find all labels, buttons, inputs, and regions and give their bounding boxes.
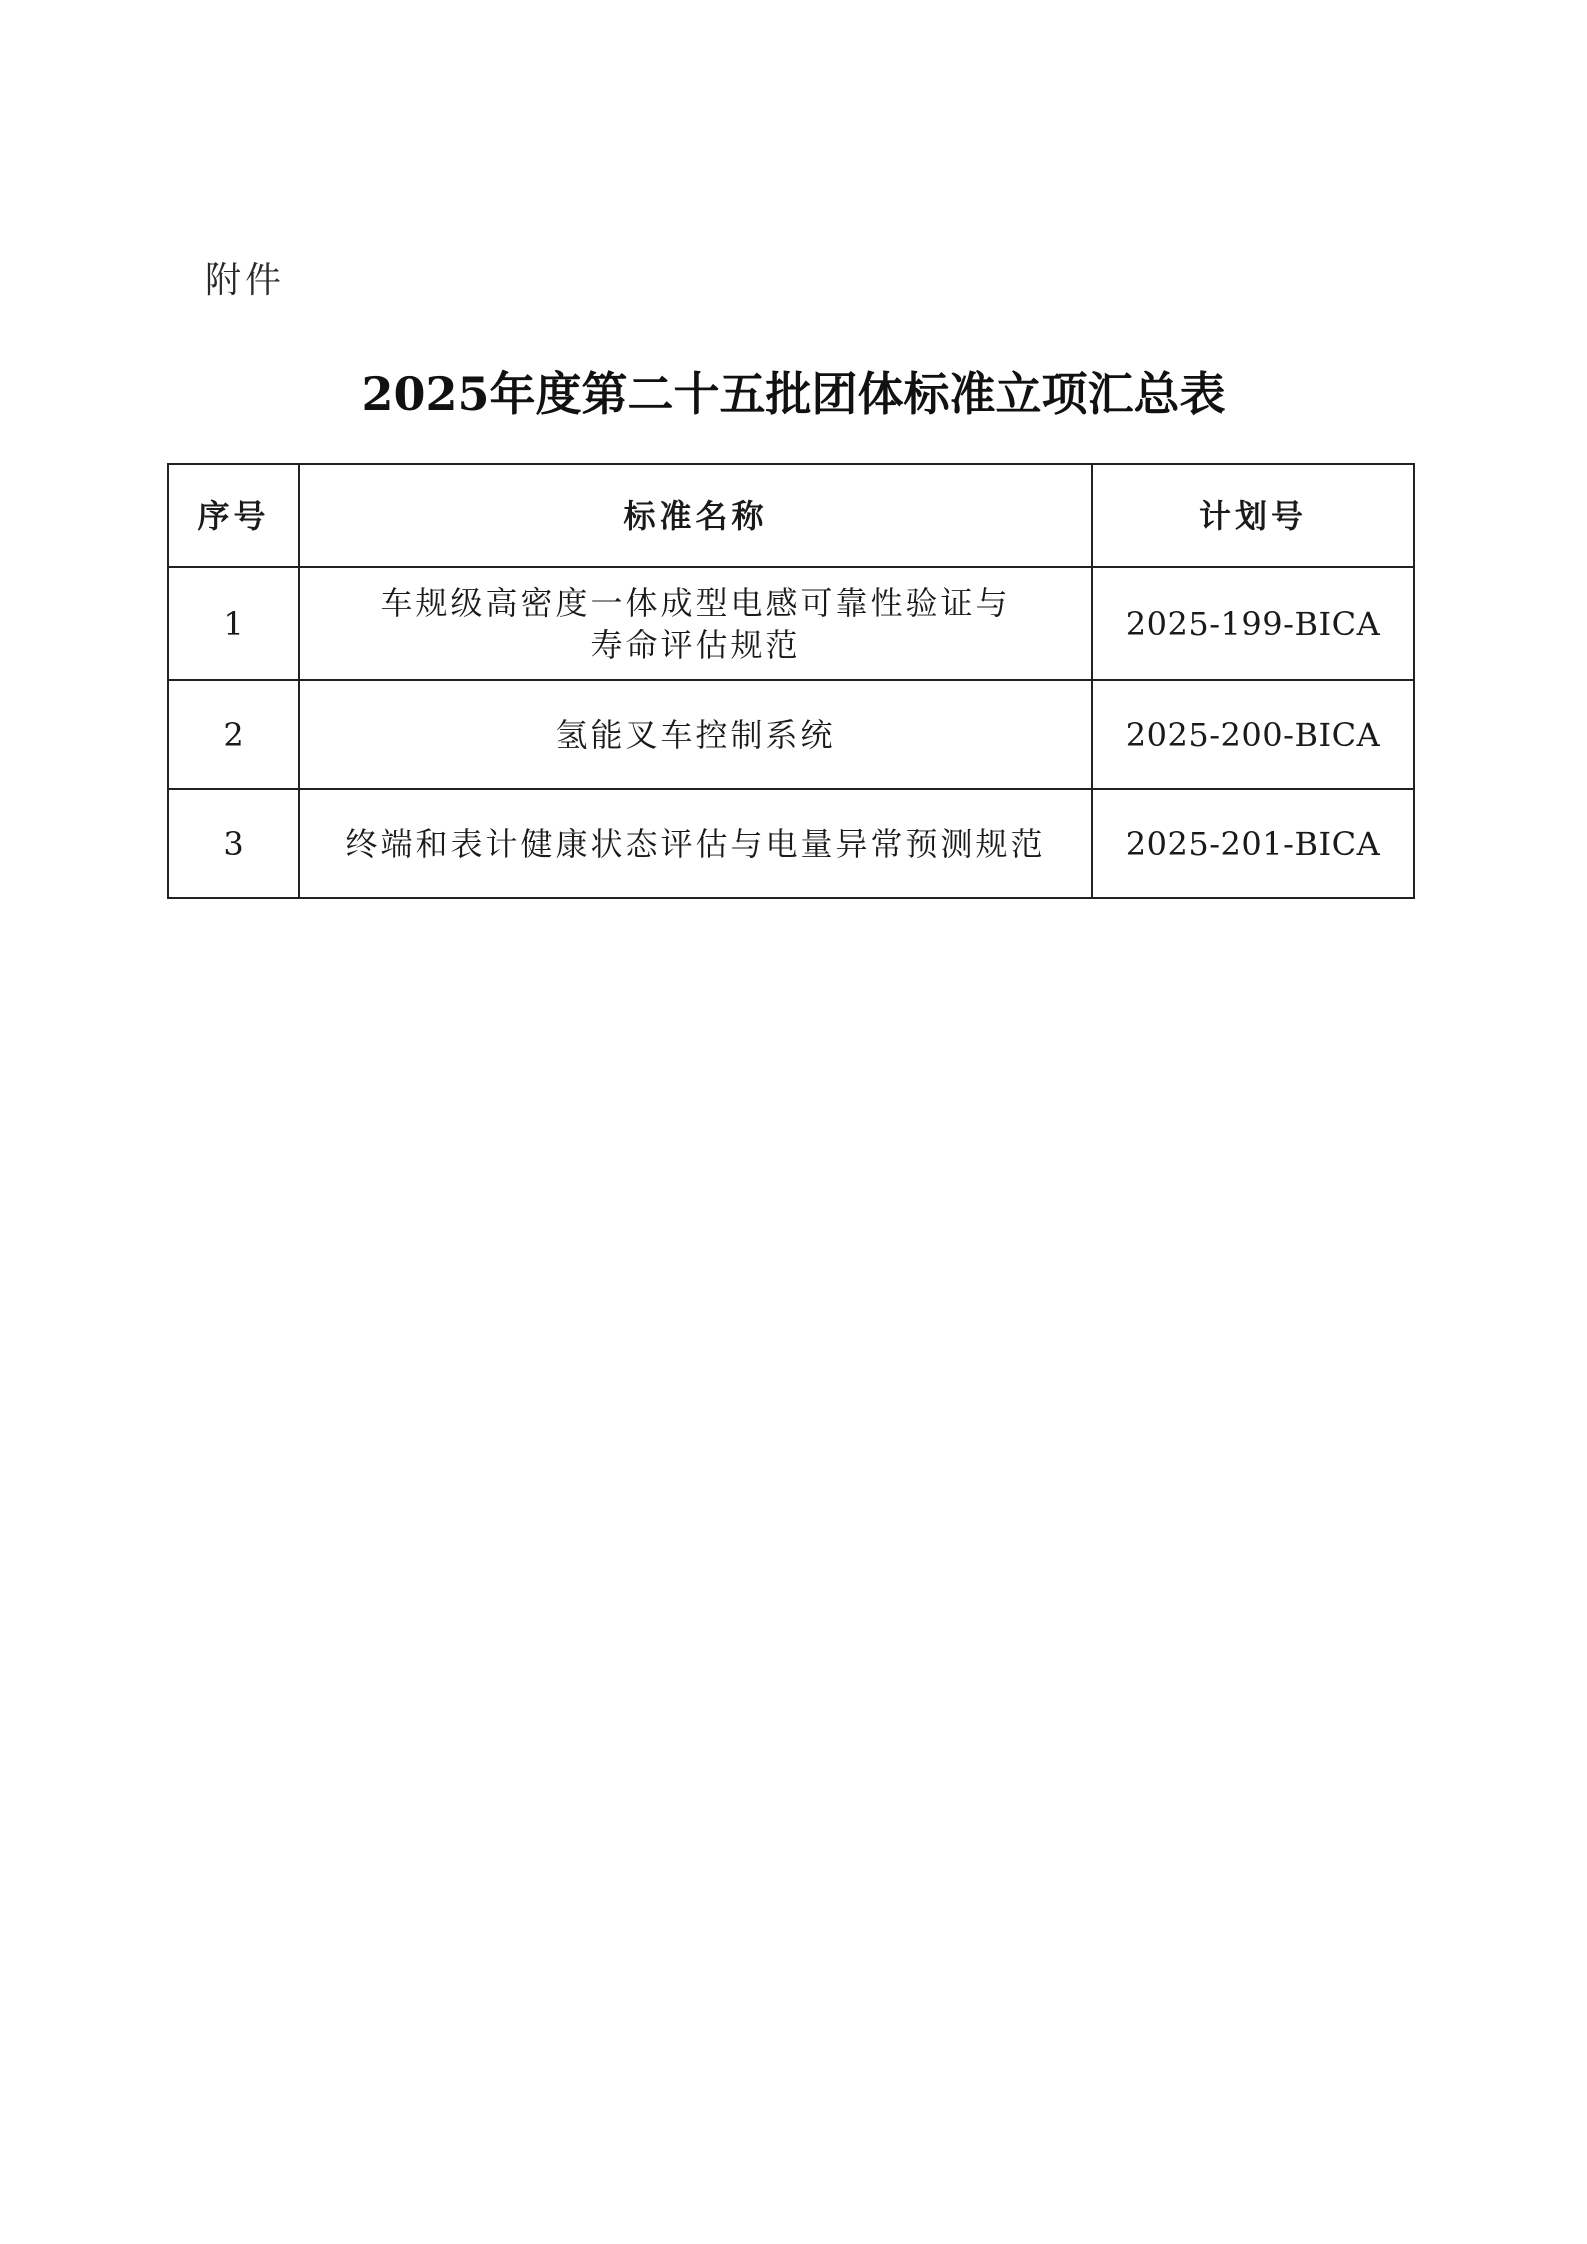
table-header-row (168, 464, 1414, 567)
table-row (168, 789, 1414, 898)
standard-name-line: 终端和表计健康状态评估与电量异常预测规范 (345, 824, 1046, 863)
row-plan-number: 2025-200-BICA (1092, 680, 1414, 789)
project-summary-table (167, 463, 1415, 899)
table-row (168, 567, 1414, 680)
standard-name-line: 车规级高密度一体成型电感可靠性验证与 (380, 583, 1011, 622)
row-seq: 3 (168, 789, 299, 898)
row-standard-name (299, 567, 1092, 680)
row-standard-name (299, 789, 1092, 898)
document-title: 2025年度第二十五批团体标准立项汇总表 (361, 367, 1226, 421)
standard-name-line: 氢能叉车控制系统 (555, 715, 836, 754)
attachment-label: 附件 (205, 260, 286, 301)
row-seq: 1 (168, 567, 299, 680)
standard-name-line: 寿命评估规范 (590, 625, 801, 664)
row-seq: 2 (168, 680, 299, 789)
header-plan-number: 计划号 (1092, 464, 1414, 567)
table-row (168, 680, 1414, 789)
header-seq: 序号 (168, 464, 299, 567)
row-plan-number: 2025-199-BICA (1092, 567, 1414, 680)
row-standard-name (299, 680, 1092, 789)
row-plan-number: 2025-201-BICA (1092, 789, 1414, 898)
header-standard-name: 标准名称 (299, 464, 1092, 567)
